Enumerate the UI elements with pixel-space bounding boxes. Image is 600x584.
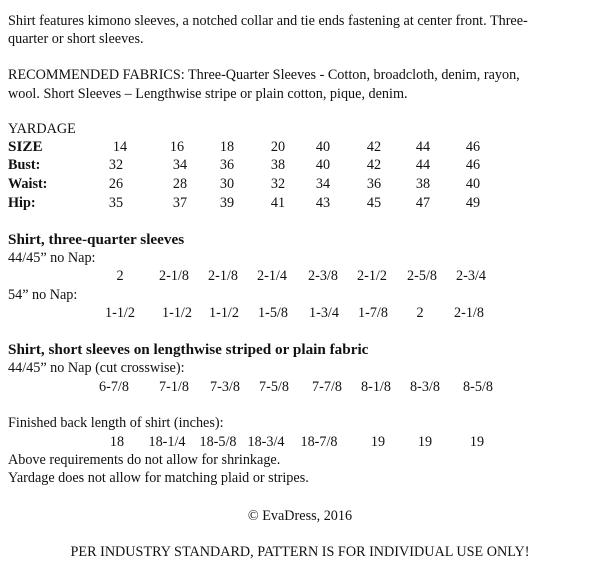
yardage-cell: 2: [416, 305, 424, 321]
back-length-cell: 18-1/4: [148, 434, 186, 450]
individual-use-notice: PER INDUSTRY STANDARD, PATTERN IS FOR INDIVIDUAL USE ONLY!: [70, 544, 530, 560]
bust-cell: 38: [270, 157, 286, 173]
short-sleeves-44-label: 44/45” no Nap (cut crosswise):: [8, 360, 185, 376]
fabrics-line-2: wool. Short Sleeves – Lengthwise stripe or plain cotton, pique, denim.: [8, 86, 408, 102]
three-quarter-title: Shirt, three-quarter sleeves: [8, 231, 185, 248]
yardage-cell: 6-7/8: [99, 379, 129, 395]
back-length-cell: 19: [417, 434, 433, 450]
size-cell: 20: [270, 139, 286, 155]
yardage-cell: 7-3/8: [210, 379, 240, 395]
yardage-cell: 2-1/8: [208, 268, 238, 284]
yardage-cell: 1-1/2: [209, 305, 239, 321]
yardage-cell: 7-1/8: [159, 379, 189, 395]
hip-label: Hip:: [8, 195, 36, 211]
yardage-cell: 7-5/8: [259, 379, 289, 395]
hip-cell: 41: [270, 195, 286, 211]
size-cell: 14: [112, 139, 128, 155]
three-quarter-54-label: 54” no Nap:: [8, 287, 78, 303]
hip-cell: 35: [108, 195, 124, 211]
hip-cell: 47: [415, 195, 431, 211]
yardage-cell: 8-1/8: [361, 379, 391, 395]
fabrics-line-1: RECOMMENDED FABRICS: Three-Quarter Sleeves - Cotton, broadcloth, denim, rayon,: [8, 67, 520, 83]
yardage-heading: YARDAGE: [8, 121, 76, 137]
yardage-cell: 1-3/4: [309, 305, 339, 321]
copyright: © EvaDress, 2016: [247, 508, 353, 524]
hip-cell: 43: [315, 195, 331, 211]
yardage-cell: 2-1/8: [454, 305, 484, 321]
waist-cell: 26: [108, 176, 124, 192]
yardage-cell: 2-1/8: [159, 268, 189, 284]
yardage-cell: 2-3/4: [456, 268, 486, 284]
size-cell: 44: [415, 139, 431, 155]
hip-cell: 39: [219, 195, 235, 211]
yardage-cell: 1-1/2: [105, 305, 135, 321]
yardage-cell: 2-1/2: [357, 268, 387, 284]
waist-cell: 30: [219, 176, 235, 192]
bust-cell: 36: [219, 157, 235, 173]
size-label: SIZE: [8, 138, 43, 155]
yardage-cell: 1-1/2: [162, 305, 192, 321]
yardage-cell: 1-5/8: [258, 305, 288, 321]
back-length-cell: 19: [370, 434, 386, 450]
bust-cell: 46: [465, 157, 481, 173]
size-cell: 40: [315, 139, 331, 155]
waist-cell: 32: [270, 176, 286, 192]
back-length-cell: 18: [109, 434, 125, 450]
description-line-2: quarter or short sleeves.: [8, 31, 144, 47]
hip-cell: 49: [465, 195, 481, 211]
hip-cell: 37: [172, 195, 188, 211]
bust-cell: 34: [172, 157, 188, 173]
bust-label: Bust:: [8, 157, 41, 173]
size-cell: 16: [169, 139, 185, 155]
waist-cell: 34: [315, 176, 331, 192]
back-length-label: Finished back length of shirt (inches):: [8, 415, 224, 431]
yardage-cell: 2-3/8: [308, 268, 338, 284]
short-sleeves-title: Shirt, short sleeves on lengthwise striped or plain fabric: [8, 341, 369, 358]
back-length-cell: 18-3/4: [247, 434, 285, 450]
waist-cell: 40: [465, 176, 481, 192]
plaid-note: Yardage does not allow for matching plaid or stripes.: [8, 470, 309, 486]
back-length-cell: 18-5/8: [199, 434, 237, 450]
hip-cell: 45: [366, 195, 382, 211]
waist-cell: 28: [172, 176, 188, 192]
yardage-cell: 2: [116, 268, 124, 284]
bust-cell: 42: [366, 157, 382, 173]
yardage-cell: 1-7/8: [358, 305, 388, 321]
yardage-cell: 7-7/8: [312, 379, 342, 395]
yardage-cell: 2-5/8: [407, 268, 437, 284]
description-line-1: Shirt features kimono sleeves, a notched collar and tie ends fastening at center front. Three-: [8, 13, 528, 29]
yardage-cell: 8-5/8: [463, 379, 493, 395]
yardage-cell: 8-3/8: [410, 379, 440, 395]
back-length-cell: 19: [469, 434, 485, 450]
bust-cell: 32: [108, 157, 124, 173]
back-length-cell: 18-7/8: [300, 434, 338, 450]
waist-cell: 36: [366, 176, 382, 192]
yardage-cell: 2-1/4: [257, 268, 287, 284]
size-cell: 18: [219, 139, 235, 155]
waist-cell: 38: [415, 176, 431, 192]
shrinkage-note: Above requirements do not allow for shrinkage.: [8, 452, 281, 468]
bust-cell: 44: [415, 157, 431, 173]
size-cell: 46: [465, 139, 481, 155]
size-cell: 42: [366, 139, 382, 155]
bust-cell: 40: [315, 157, 331, 173]
waist-label: Waist:: [8, 176, 48, 192]
three-quarter-44-label: 44/45” no Nap:: [8, 250, 96, 266]
